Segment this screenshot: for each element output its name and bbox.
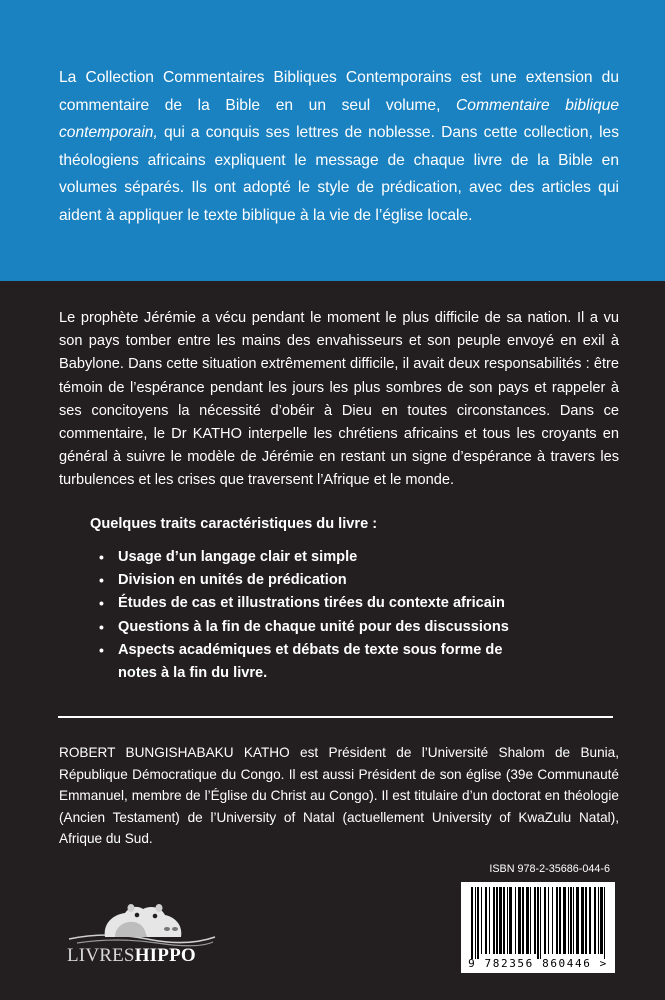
list-item bbox=[96, 616, 536, 639]
barcode-bar bbox=[475, 887, 476, 959]
barcode-bar bbox=[522, 887, 524, 954]
barcode-bar bbox=[585, 887, 587, 954]
barcode-bar bbox=[563, 887, 566, 954]
publisher-name-bold: HIPPO bbox=[134, 945, 196, 966]
barcode-bar bbox=[509, 887, 512, 954]
feature-text: Études de cas et illustrations tirées du contexte africain bbox=[118, 595, 505, 612]
barcode-bar bbox=[544, 887, 546, 954]
bullet-icon: • bbox=[99, 549, 104, 565]
barcode-bar bbox=[496, 887, 498, 954]
author-bio: ROBERT BUNGISHABAKU KATHO est Président de l’Université Shalom de Bunia, République Démocratique du Congo. Il est aussi Président de son église (39e Communauté Emmanuel, membre de l’Église du Christ au Congo). Il est titulaire d’un doctorat en théologie (Ancien Testament) de l’University of Natal (actuellement University of KwaZulu Natal), Afrique du Sud. bbox=[59, 745, 619, 847]
intro-panel bbox=[0, 0, 665, 281]
barcode-bar bbox=[604, 887, 605, 959]
feature-text: Usage d’un langage clair et simple bbox=[118, 549, 358, 565]
barcode-bar bbox=[489, 887, 490, 954]
list-item bbox=[96, 592, 536, 615]
hippo-logo-icon bbox=[67, 895, 217, 947]
list-item bbox=[96, 546, 536, 569]
barcode-bar bbox=[503, 887, 505, 954]
features-list bbox=[96, 546, 536, 685]
barcode-bar bbox=[471, 887, 473, 959]
barcode-bar bbox=[540, 887, 541, 959]
bullet-icon: • bbox=[99, 572, 104, 589]
features-title: Quelques traits caractéristiques du livre : bbox=[90, 516, 378, 532]
barcode-bar bbox=[589, 887, 591, 954]
isbn-label: ISBN 978-2-35686-044-6 bbox=[489, 863, 610, 875]
barcode-bar bbox=[534, 887, 536, 954]
barcode-bar bbox=[570, 887, 572, 954]
barcode-bar bbox=[530, 887, 531, 954]
bullet-icon: • bbox=[99, 595, 104, 612]
barcode-bar bbox=[600, 887, 603, 954]
barcode-bar bbox=[499, 887, 502, 954]
barcode-bar bbox=[598, 887, 599, 954]
book-summary: Le prophète Jérémie a vécu pendant le moment le plus difficile de sa nation. Il a vu son pays tomber entre les mains des envahisseurs et son peuple envoyé en exil à Babylone. Dans cette situation extrêmement difficile, il avait deux responsabilités : être témoin de l’espérance pendant les jours les plus sombres de son pays et rappeler à ses concitoyens la nécessité d’obéir à Dieu en toutes circonstances. Dans ce commentaire, le Dr KATHO interpelle les chrétiens africains et tous les croyants en général à suivre le modèle de Jérémie en restant un signe d’espérance à travers les turbulences et les crises que traversent l’Afrique et le monde. bbox=[59, 310, 619, 489]
barcode-bar bbox=[552, 887, 553, 954]
barcode-bar bbox=[507, 887, 508, 954]
list-item bbox=[96, 639, 536, 685]
divider bbox=[58, 716, 613, 718]
barcode-bar bbox=[576, 887, 579, 954]
barcode bbox=[461, 882, 615, 973]
barcode-bar bbox=[594, 887, 596, 954]
barcode-bar bbox=[568, 887, 569, 954]
barcode-bar bbox=[481, 887, 482, 954]
intro-title-italic: Commentaire biblique contemporain, bbox=[59, 96, 620, 141]
feature-text: Questions à la fin de chaque unité pour des discussions bbox=[118, 618, 509, 635]
list-item bbox=[96, 569, 536, 592]
barcode-digits: 9 782356 860446 > bbox=[468, 957, 608, 970]
feature-text: Division en unités de prédication bbox=[118, 572, 347, 589]
intro-text-1: La Collection Commentaires Bibliques Contemporains est une extension du commentaire de la Bible en un seul volume, bbox=[59, 69, 619, 114]
barcode-bar bbox=[493, 887, 495, 954]
barcode-bar bbox=[518, 887, 521, 954]
barcode-bar bbox=[537, 887, 539, 959]
barcode-bar bbox=[573, 887, 574, 954]
barcode-bar bbox=[559, 887, 561, 954]
publisher-logo bbox=[67, 895, 222, 975]
barcode-bar bbox=[485, 887, 487, 954]
bullet-icon: • bbox=[99, 618, 104, 635]
barcode-bar bbox=[526, 887, 529, 954]
barcode-bar bbox=[477, 887, 479, 959]
bullet-icon: • bbox=[99, 641, 104, 658]
barcode-bar bbox=[556, 887, 558, 954]
barcode-bar bbox=[548, 887, 549, 954]
collection-intro bbox=[59, 64, 619, 229]
barcode-bar bbox=[581, 887, 584, 954]
publisher-name-light: LIVRES bbox=[67, 945, 135, 966]
feature-text: Aspects académiques et débats de texte sous forme de notes à la fin du livre. bbox=[118, 641, 503, 682]
barcode-bar bbox=[515, 887, 516, 954]
publisher-name bbox=[67, 945, 227, 967]
intro-text-2: qui a conquis ses lettres de noblesse. Dans cette collection, les théologiens africains expliquent le message de chaque livre de la Bible en volumes séparés. Ils ont adopté le style de prédication, avec des articles qui aident à appliquer le texte biblique à la vie de l’église locale. bbox=[59, 124, 619, 224]
